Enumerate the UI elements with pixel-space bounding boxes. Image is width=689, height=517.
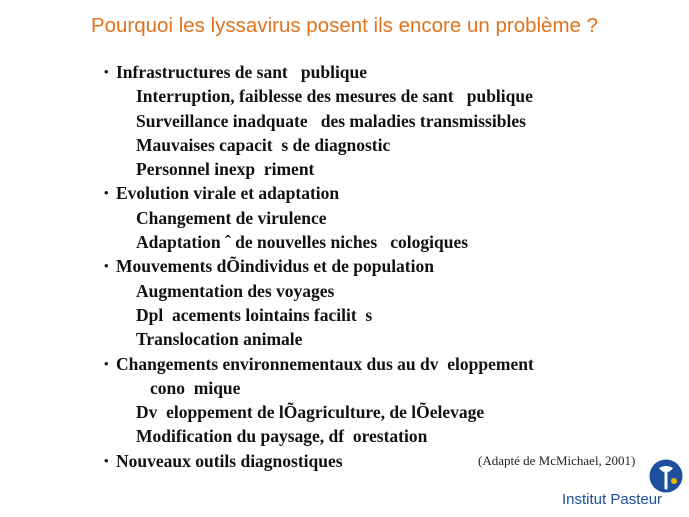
sub-item: Modification du paysage, df orestation xyxy=(136,426,428,447)
sub-item: Interruption, faiblesse des mesures de sant publique xyxy=(136,86,533,107)
bullet-label: Infrastructures de sant publique xyxy=(116,62,368,82)
bullet-list xyxy=(104,60,684,473)
pasteur-logo-icon xyxy=(648,458,684,494)
sub-item: Adaptation ˆ de nouvelles niches cologiques xyxy=(136,232,469,253)
sub-item: Dv eloppement de lÕagriculture, de lÕelevage xyxy=(136,402,485,423)
bullet-marker: • xyxy=(104,452,109,468)
sub-item: Surveillance inadquate des maladies transmissibles xyxy=(136,110,526,131)
pasteur-logo-graphic xyxy=(648,458,684,494)
bullet-marker: • xyxy=(104,64,109,79)
bullet-label: Changements environnementaux dus au dv eloppement xyxy=(116,353,534,374)
bullet-marker: • xyxy=(104,258,109,274)
bullet-item xyxy=(104,60,684,84)
bullet-item xyxy=(104,352,684,376)
slide-title: Pourquoi les lyssavirus posent ils encore un problème ? xyxy=(90,14,599,37)
bullet-marker: • xyxy=(104,185,109,201)
bullet-continuation: cono mique xyxy=(150,377,241,398)
bullet-label: Mouvements dÕindividus et de population xyxy=(116,256,434,277)
sub-item: Changement de virulence xyxy=(136,207,327,228)
bullet-item xyxy=(104,254,684,278)
brand-name: Institut Pasteur xyxy=(562,491,663,508)
bullet-label: Nouveaux outils diagnostiques xyxy=(116,450,343,471)
sub-item: Dpl acements lointains facilit s xyxy=(136,304,373,325)
bullet-marker: • xyxy=(104,355,109,371)
sub-item: Translocation animale xyxy=(136,329,303,350)
source-credit: (Adapté de McMichael, 2001) xyxy=(478,453,636,468)
logo-accent-dot xyxy=(671,478,677,484)
bullet-label: Evolution virale et adaptation xyxy=(116,183,340,204)
sub-item: Mauvaises capacit s de diagnostic xyxy=(136,134,391,155)
bullet-item xyxy=(104,181,684,205)
sub-item: Personnel inexp riment xyxy=(136,159,315,180)
sub-item: Augmentation des voyages xyxy=(136,280,335,301)
